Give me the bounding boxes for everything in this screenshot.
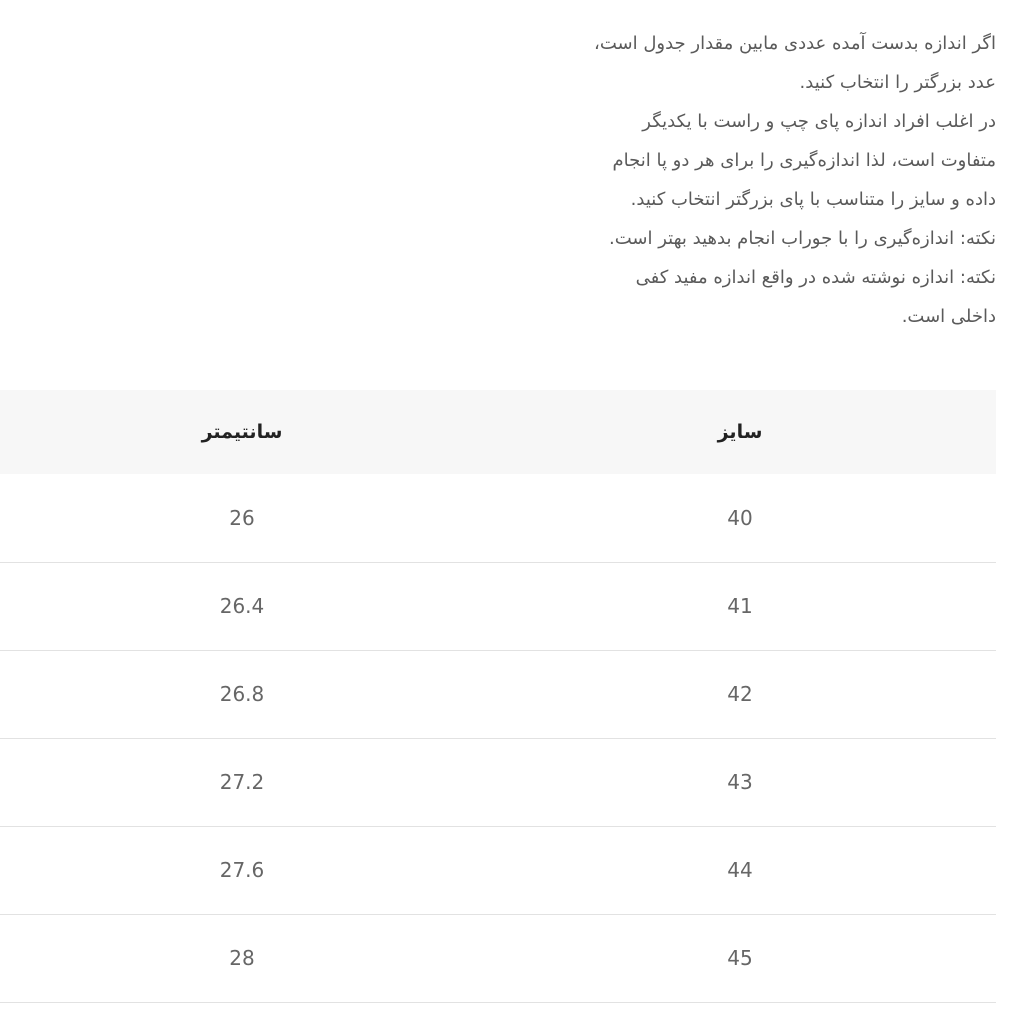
- table-row: [0, 738, 996, 826]
- table-header: [0, 390, 996, 474]
- note-line: اگر اندازه بدست آمده عددی مابین مقدار جدول است،: [594, 33, 996, 54]
- centimeter-cell: 26: [229, 505, 255, 530]
- table-row: [0, 474, 996, 562]
- table-row: [0, 826, 996, 914]
- size-cell: 45: [727, 946, 753, 970]
- table-header-row: [0, 390, 996, 474]
- size-chart-table: [0, 390, 996, 1003]
- size-cell: 40: [727, 505, 753, 530]
- note-line: متفاوت است، لذا اندازه‌گیری را برای هر دو پا انجام: [612, 150, 996, 171]
- centimeter-cell: 27.6: [219, 858, 265, 882]
- centimeter-cell: 27.2: [219, 770, 265, 794]
- size-cell: 41: [727, 594, 753, 618]
- note-line: نکته: اندازه نوشته شده در واقع اندازه مفید کفی: [635, 267, 996, 288]
- note-line: در اغلب افراد اندازه پای چپ و راست با یکدیگر: [642, 111, 996, 132]
- size-cell: 42: [727, 682, 753, 706]
- size-cell: 44: [727, 858, 753, 882]
- table-body: [0, 474, 996, 1002]
- table-row: [0, 562, 996, 650]
- column-header-centimeter: سانتیمتر: [201, 421, 283, 443]
- table-row: [0, 914, 996, 1002]
- note-line: داخلی است.: [901, 306, 996, 327]
- note-line: داده و سایز را متناسب با پای بزرگتر انتخاب کنید.: [630, 189, 996, 210]
- centimeter-cell: 26.8: [219, 682, 265, 706]
- table-row: [0, 650, 996, 738]
- note-line: نکته: اندازه‌گیری را با جوراب انجام بدهید بهتر است.: [609, 228, 996, 249]
- centimeter-cell: 26.4: [219, 594, 265, 618]
- column-header-size: سایز: [717, 421, 763, 443]
- note-line: عدد بزرگتر را انتخاب کنید.: [799, 72, 996, 93]
- centimeter-cell: 28: [229, 946, 255, 970]
- size-cell: 43: [727, 770, 753, 794]
- size-guide-notes: [476, 24, 996, 336]
